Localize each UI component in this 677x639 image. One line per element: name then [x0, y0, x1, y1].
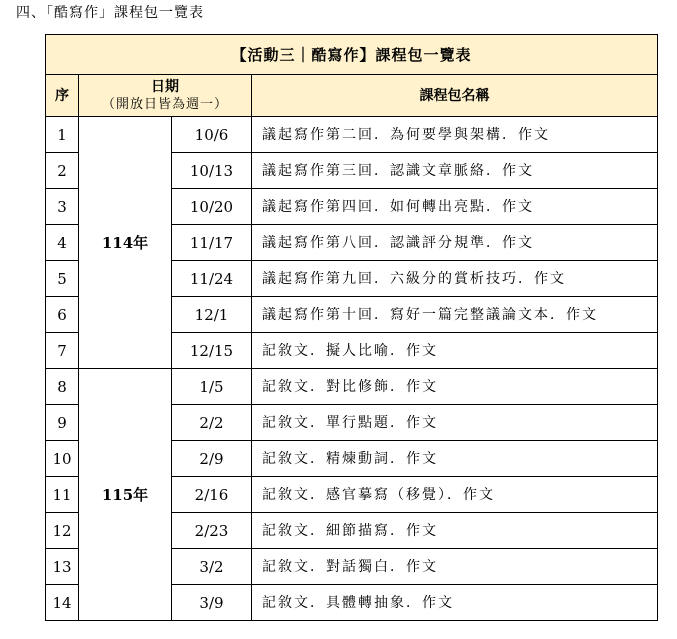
- course-package-table: [45, 34, 658, 621]
- package-name: 議起寫作第九回．六級分的賞析技巧．作文: [252, 261, 658, 297]
- row-index: 2: [46, 153, 79, 189]
- package-name: 記敘文．具體轉抽象．作文: [252, 585, 658, 621]
- open-date: 3/9: [172, 585, 252, 621]
- row-index: 9: [46, 405, 79, 441]
- table-row: [46, 117, 658, 153]
- open-date: 10/13: [172, 153, 252, 189]
- row-index: 1: [46, 117, 79, 153]
- row-index: 8: [46, 369, 79, 405]
- package-name: 記敘文．擬人比喻．作文: [252, 333, 658, 369]
- row-index: 10: [46, 441, 79, 477]
- package-name: 議起寫作第十回．寫好一篇完整議論文本．作文: [252, 297, 658, 333]
- package-name: 記敘文．感官摹寫（移覺）．作文: [252, 477, 658, 513]
- table-body: [46, 117, 658, 621]
- year-cell: 115年: [79, 369, 172, 621]
- package-name: 記敘文．單行點題．作文: [252, 405, 658, 441]
- open-date: 1/5: [172, 369, 252, 405]
- row-index: 4: [46, 225, 79, 261]
- package-name: 記敘文．細節描寫．作文: [252, 513, 658, 549]
- table-title-row: [46, 35, 658, 75]
- year-cell: 114年: [79, 117, 172, 369]
- table-title: 【活動三｜酷寫作】課程包一覽表: [46, 35, 658, 75]
- row-index: 6: [46, 297, 79, 333]
- package-name: 議起寫作第八回．認識評分規準．作文: [252, 225, 658, 261]
- col-header-index: 序: [46, 75, 79, 117]
- row-index: 7: [46, 333, 79, 369]
- package-name: 議起寫作第二回．為何要學與架構．作文: [252, 117, 658, 153]
- open-date: 2/16: [172, 477, 252, 513]
- package-name: 記敘文．對話獨白．作文: [252, 549, 658, 585]
- open-date: 3/2: [172, 549, 252, 585]
- col-header-date-note: （開放日皆為週一）: [101, 96, 228, 112]
- col-header-package-name: 課程包名稱: [252, 75, 658, 117]
- open-date: 11/24: [172, 261, 252, 297]
- package-name: 記敘文．精煉動詞．作文: [252, 441, 658, 477]
- open-date: 2/2: [172, 405, 252, 441]
- row-index: 14: [46, 585, 79, 621]
- open-date: 2/23: [172, 513, 252, 549]
- package-name: 記敘文．對比修飾．作文: [252, 369, 658, 405]
- open-date: 12/1: [172, 297, 252, 333]
- table-header-row: [46, 75, 658, 117]
- table-row: [46, 369, 658, 405]
- row-index: 11: [46, 477, 79, 513]
- row-index: 13: [46, 549, 79, 585]
- col-header-date: [79, 75, 252, 117]
- row-index: 3: [46, 189, 79, 225]
- section-heading: 四、「酷寫作」課程包一覽表: [16, 5, 204, 21]
- package-name: 議起寫作第三回．認識文章脈絡．作文: [252, 153, 658, 189]
- open-date: 11/17: [172, 225, 252, 261]
- open-date: 10/20: [172, 189, 252, 225]
- open-date: 12/15: [172, 333, 252, 369]
- open-date: 2/9: [172, 441, 252, 477]
- row-index: 5: [46, 261, 79, 297]
- package-name: 議起寫作第四回．如何轉出亮點．作文: [252, 189, 658, 225]
- col-header-date-label: 日期: [151, 78, 179, 95]
- open-date: 10/6: [172, 117, 252, 153]
- row-index: 12: [46, 513, 79, 549]
